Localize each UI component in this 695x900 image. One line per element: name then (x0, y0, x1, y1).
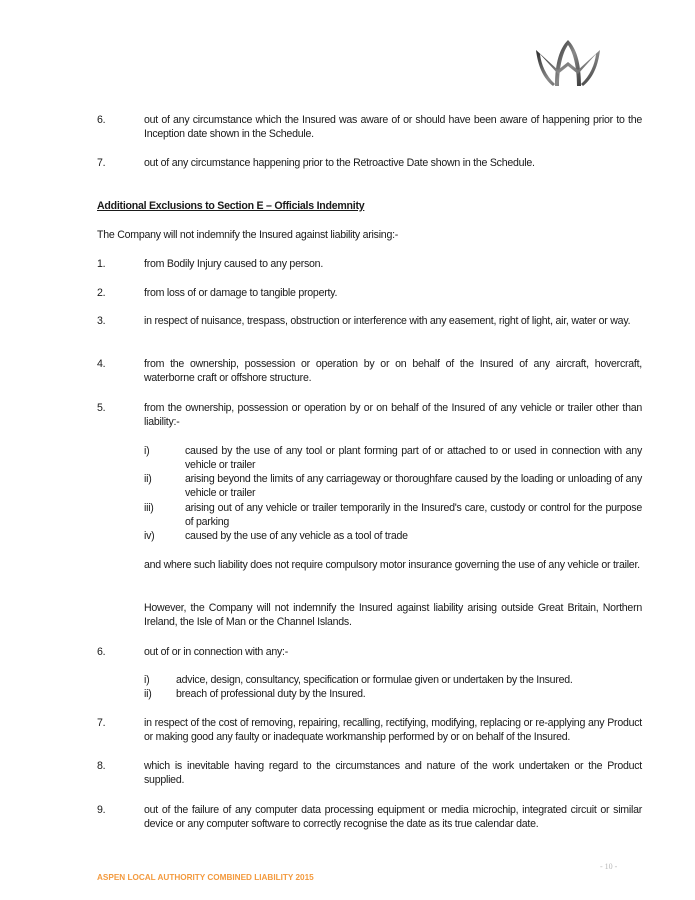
sub-item-number: iii) (144, 502, 154, 514)
sub-item-number: i) (144, 445, 150, 457)
sub-item-text: arising out of any vehicle or trailer temporarily in the Insured's care, custody or control for the purpose of parking (185, 502, 642, 528)
list-item (97, 314, 642, 328)
item-number: 9. (97, 804, 106, 816)
list-item (97, 286, 642, 300)
list-item (97, 357, 642, 385)
item-number: 5. (97, 402, 106, 414)
sub-item-text: advice, design, consultancy, specification or formulae given or undertaken by the Insured. (176, 674, 573, 686)
item-text: from the ownership, possession or operation by or on behalf of the Insured of any aircraft, hovercraft, waterborne craft or offshore structure. (144, 358, 642, 384)
item-text: out of any circumstance happening prior to the Retroactive Date shown in the Schedule. (144, 157, 535, 169)
item-text: out of the failure of any computer data processing equipment or media microchip, integrated circuit or similar device or any computer software to correctly recognise the date as its true calendar date. (144, 804, 642, 830)
sub-item-number: ii) (144, 688, 152, 700)
item-number: 1. (97, 258, 106, 270)
section-heading: Additional Exclusions to Section E – Officials Indemnity (97, 200, 365, 212)
section-intro: The Company will not indemnify the Insured against liability arising:- (97, 229, 399, 241)
item-number: 7. (97, 157, 106, 169)
list-item (97, 257, 642, 271)
item-number: 7. (97, 717, 106, 729)
sub-item-text: breach of professional duty by the Insured. (176, 688, 366, 700)
list-item (97, 803, 642, 831)
footer-title: ASPEN LOCAL AUTHORITY COMBINED LIABILITY 2015 (97, 873, 314, 882)
list-item (97, 716, 642, 744)
item-text: in respect of the cost of removing, repairing, recalling, rectifying, modifying, replacing or re-applying any Product or making good any faulty or inadequate workmanship performed by or on behalf of the Insured. (144, 717, 642, 743)
item-number: 2. (97, 287, 106, 299)
list-item (97, 156, 642, 170)
list-item (97, 759, 642, 787)
item-text: from loss of or damage to tangible property. (144, 287, 338, 299)
page-number: - 10 - (600, 862, 618, 871)
list-item (97, 401, 642, 429)
item-text: out of any circumstance which the Insured was aware of or should have been aware of happening prior to the Inception date shown in the Schedule. (144, 114, 642, 140)
item-continuation: and where such liability does not require compulsory motor insurance governing the use of any vehicle or trailer. (144, 559, 640, 571)
sub-list-item (144, 501, 642, 529)
sub-item-number: ii) (144, 473, 152, 485)
item-text: which is inevitable having regard to the circumstances and nature of the work undertaken or the Product supplied. (144, 760, 642, 786)
list-item (97, 113, 642, 141)
sub-item-text: caused by the use of any vehicle as a tool of trade (185, 530, 408, 542)
sub-list-item (144, 529, 642, 543)
aspen-logo-icon (533, 38, 603, 90)
sub-item-number: iv) (144, 530, 155, 542)
item-text: from Bodily Injury caused to any person. (144, 258, 324, 270)
sub-item-text: arising beyond the limits of any carriageway or thoroughfare caused by the loading or unloading of any vehicle or trailer (185, 473, 642, 499)
sub-item-text: caused by the use of any tool or plant forming part of or attached to or used in connection with any vehicle or trailer (185, 445, 642, 471)
item-text: from the ownership, possession or operation by or on behalf of the Insured of any vehicle or trailer other than liability:- (144, 402, 642, 428)
sub-list-item (144, 673, 642, 687)
sub-list-item (144, 687, 642, 701)
sub-item-number: i) (144, 674, 150, 686)
item-number: 3. (97, 315, 106, 327)
item-number: 6. (97, 646, 106, 658)
sub-list-item (144, 444, 642, 472)
item-number: 8. (97, 760, 106, 772)
item-continuation: However, the Company will not indemnify the Insured against liability arising outside Great Britain, Northern Ireland, the Isle of Man or the Channel Islands. (144, 602, 642, 628)
item-text: out of or in connection with any:- (144, 646, 289, 658)
item-number: 4. (97, 358, 106, 370)
list-item (97, 645, 642, 659)
item-text: in respect of nuisance, trespass, obstruction or interference with any easement, right of light, air, water or way. (144, 315, 631, 327)
sub-list-item (144, 472, 642, 500)
item-number: 6. (97, 114, 106, 126)
